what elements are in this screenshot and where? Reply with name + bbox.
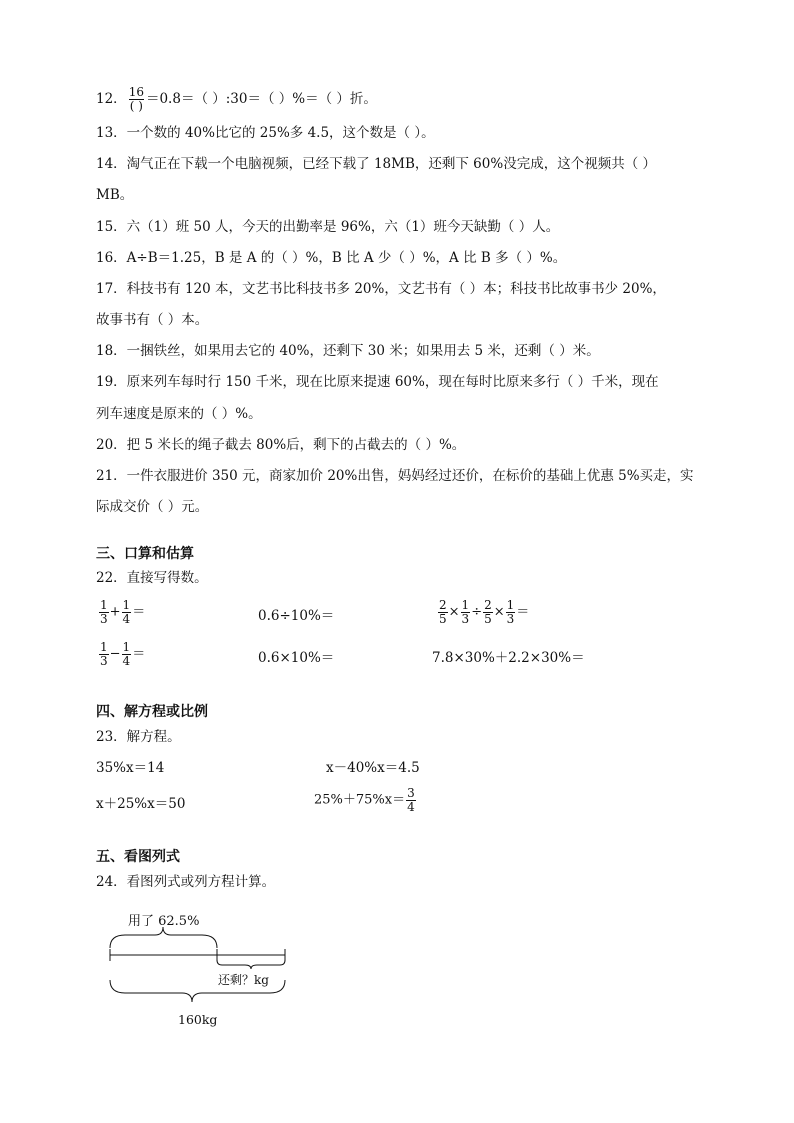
- question-12: 12． $\frac{16}{( )}$ ＝0.8＝（ ）:30＝（ ）%＝（ ）折。: [96, 85, 377, 113]
- calc-r2c3: 7.8×30%＋2.2×30%＝: [432, 650, 585, 666]
- top-brace: [110, 927, 217, 948]
- question-22: 22．直接写得数。: [96, 570, 208, 586]
- used-label: 用了 62.5%: [128, 914, 200, 929]
- equation-3: x＋25%x＝50: [96, 796, 186, 812]
- question-20: 20．把 5 米长的绳子截去 80%后，剩下的占截去的（ ）%。: [96, 437, 466, 453]
- equation-2: x－40%x＝4.5: [326, 760, 420, 776]
- question-17-line1: 17．科技书有 120 本，文艺书比科技书多 20%，文艺书有（ ）本；科技书比故事书少 20%，: [96, 281, 666, 297]
- remain-label: 还剩？kg: [218, 973, 269, 987]
- question-21-line1: 21．一件衣服进价 350 元，商家加价 20%出售，妈妈经过还价，在标价的基础上优惠 5%买走，实: [96, 468, 694, 484]
- question-15: 15．六（1）班 50 人，今天的出勤率是 96%，六（1）班今天缺勤（ ）人。: [96, 219, 560, 235]
- calc-r1c3: $\frac{2}{5}$ × $\frac{1}{3}$ ÷ $\frac{2}{5}$ × $\frac{1}{3}$ ＝: [439, 598, 530, 626]
- question-14-line2: MB。: [96, 187, 134, 203]
- fraction: $\frac{16}{( )}$: [128, 85, 144, 113]
- section-4-title: 四、解方程或比例: [96, 704, 208, 720]
- question-24: 24．看图列式或列方程计算。: [96, 874, 276, 890]
- section-3-title: 三、口算和估算: [96, 546, 194, 562]
- question-21-line2: 际成交价（ ）元。: [96, 499, 209, 515]
- question-16: 16．A÷B＝1.25，B 是 A 的（ ）%，B 比 A 少（ ）%，A 比 B 多（ ）%。: [96, 250, 567, 266]
- calc-r1c1: $\frac{1}{3}$ + $\frac{1}{4}$ ＝: [100, 598, 146, 626]
- section-5-title: 五、看图列式: [96, 849, 180, 865]
- remain-brace: [217, 960, 285, 969]
- question-14-line1: 14．淘气正在下载一个电脑视频，已经下载了 18MB，还剩下 60%没完成，这个视频共（ ）: [96, 156, 656, 172]
- question-17-line2: 故事书有（ ）本。: [96, 312, 209, 328]
- total-brace: [110, 980, 285, 1002]
- question-18: 18．一捆铁丝，如果用去它的 40%，还剩下 30 米；如果用去 5 米，还剩（ ）米。: [96, 343, 600, 359]
- question-23: 23．解方程。: [96, 729, 181, 745]
- calc-r2c2: 0.6×10%＝: [258, 650, 335, 666]
- total-label: 160kg: [178, 1012, 218, 1027]
- question-13: 13．一个数的 40%比它的 25%多 4.5，这个数是（ ）。: [96, 125, 435, 141]
- question-19-line1: 19．原来列车每时行 150 千米，现在比原来提速 60%，现在每时比原来多行（ ）千米，现在: [96, 374, 659, 390]
- question-19-line2: 列车速度是原来的（ ）%。: [96, 406, 262, 422]
- calc-r2c1: $\frac{1}{3}$ − $\frac{1}{4}$ ＝: [100, 640, 146, 668]
- equation-1: 35%x＝14: [96, 760, 165, 776]
- equation-4: 25%＋75%x＝ $\frac{3}{4}$: [314, 786, 415, 814]
- calc-r1c2: 0.6÷10%＝: [258, 608, 335, 624]
